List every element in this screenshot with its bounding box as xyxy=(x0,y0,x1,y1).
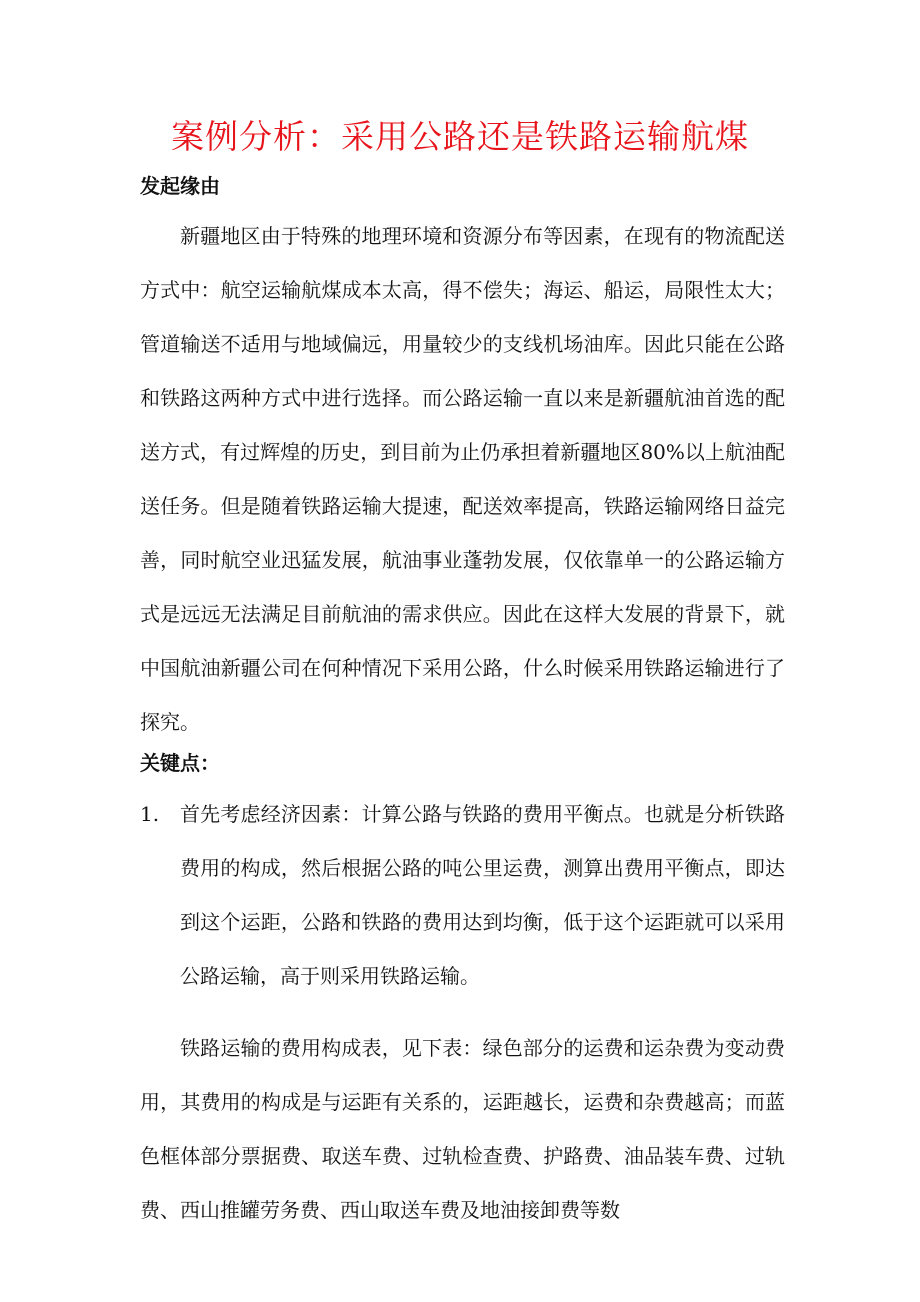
cost-structure-paragraph: 铁路运输的费用构成表，见下表：绿色部分的运费和运杂费为变动费用，其费用的构成是与运距有关系的，运距越长，运费和杂费越高；而蓝色框体部分票据费、取送车费、过轨检查费、护路费、油品装车费、过轨费、西山推罐劳务费、西山取送车费及地油接卸费等数 xyxy=(140,1036,785,1222)
intro-paragraph: 新疆地区由于特殊的地理环境和资源分布等因素，在现有的物流配送方式中：航空运输航煤成本太高，得不偿失；海运、船运，局限性太大；管道输送不适用与地域偏远，用量较少的支线机场油库。因此只能在公路和铁路这两种方式中进行选择。而公路运输一直以来是新疆航油首选的配送方式，有过辉煌的历史，到目前为止仍承担着新疆地区80%以上航油配送任务。但是随着铁路运输大提速，配送效率提高，铁路运输网络日益完善，同时航空业迅猛发展，航油事业蓬勃发展，仅依靠单一的公路运输方式是远远无法满足目前航油的需求供应。因此在这样大发展的背景下，就中国航油新疆公司在何种情况下采用公路，什么时候采用铁路运输进行了探究。 xyxy=(140,224,785,734)
list-item-number: 1. xyxy=(140,802,160,826)
list-item-text: 首先考虑经济因素：计算公路与铁路的费用平衡点。也就是分析铁路费用的构成，然后根据公路的吨公里运费，测算出费用平衡点，即达到这个运距，公路和铁路的费用达到均衡，低于这个运距就可以采用公路运输，高于则采用铁路运输。 xyxy=(180,802,785,988)
section-heading-keypoints: 关键点： xyxy=(140,751,220,775)
document-title: 案例分析：采用公路还是铁路运输航煤 xyxy=(171,117,749,156)
section-heading-origin: 发起缘由 xyxy=(140,174,220,198)
